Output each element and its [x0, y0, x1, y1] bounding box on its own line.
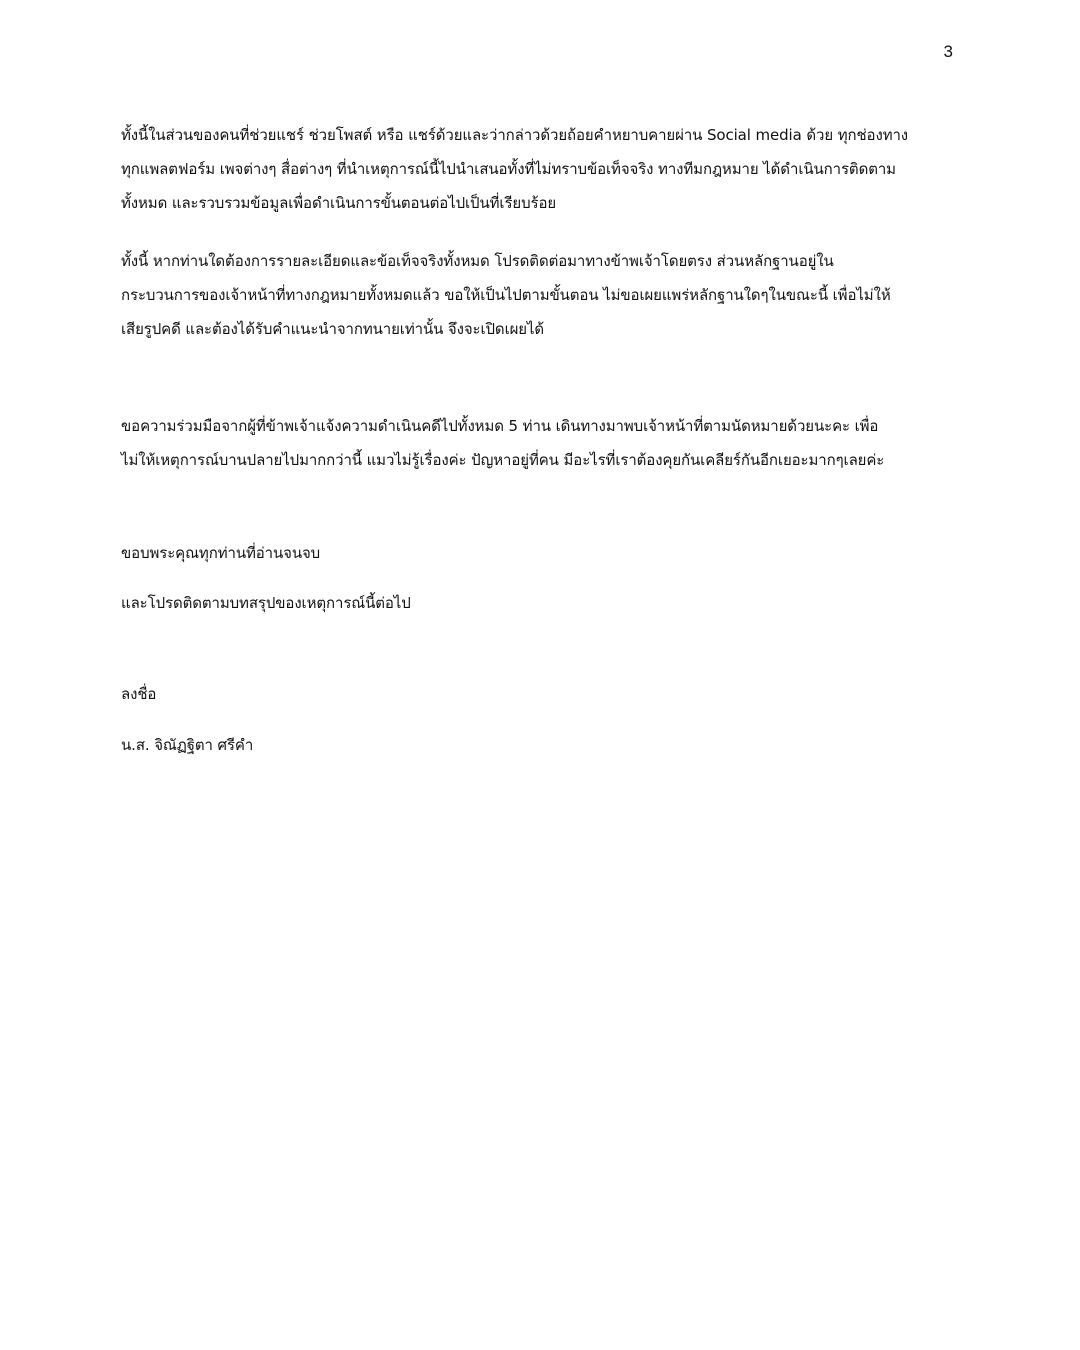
paragraph-line: ทั้งนี้ หากท่านใดต้องการรายละเอียดและข้อเท็จจริงทั้งหมด โปรดติดต่อมาทางข้าพเจ้าโดยตรง ส่วนหลักฐานอยู่ใน: [121, 252, 834, 270]
paragraph-line: ไม่ให้เหตุการณ์บานปลายไปมากกว่านี้ แมวไม่รู้เรื่องค่ะ ปัญหาอยู่ที่คน มีอะไรที่เราต้องคุยกันเคลียร์กันอีกเยอะมากๆเลยค่ะ: [121, 451, 885, 469]
paragraph-evidence-notice: [121, 244, 961, 346]
paragraph-line: เสียรูปคดี และต้องได้รับคำแนะนำจากทนายเท่านั้น จึงจะเปิดเผยได้: [121, 320, 545, 338]
paragraph-cooperation-request: [121, 409, 961, 477]
closing-thanks: ขอบพระคุณทุกท่านที่อ่านจนจบ: [121, 544, 321, 562]
paragraph-legal-followup: [121, 118, 961, 220]
paragraph-line: ขอความร่วมมือจากผู้ที่ข้าพเจ้าแจ้งความดำเนินคดีไปทั้งหมด 5 ท่าน เดินทางมาพบเจ้าหน้าที่ตามนัดหมายด้วยนะคะ เพื่อ: [121, 417, 879, 435]
paragraph-line: กระบวนการของเจ้าหน้าที่ทางกฎหมายทั้งหมดแล้ว ขอให้เป็นไปตามขั้นตอน ไม่ขอเผยแพร่หลักฐานใดๆในขณะนี้ เพื่อไม่ให้: [121, 286, 891, 304]
closing-follow: และโปรดติดตามบทสรุปของเหตุการณ์นี้ต่อไป: [121, 594, 411, 612]
paragraph-line: ทั้งหมด และรวบรวมข้อมูลเพื่อดำเนินการขั้นตอนต่อไปเป็นที่เรียบร้อย: [121, 194, 557, 212]
paragraph-line: ทุกแพลตฟอร์ม เพจต่างๆ สื่อต่างๆ ที่นำเหตุการณ์นี้ไปนำเสนอทั้งที่ไม่ทราบข้อเท็จจริง ทางทีมกฎหมาย ได้ดำเนินการติดตาม: [121, 160, 896, 178]
signature-label: ลงชื่อ: [121, 685, 157, 703]
paragraph-line: ทั้งนี้ในส่วนของคนที่ช่วยแชร์ ช่วยโพสต์ หรือ แชร์ด้วยและว่ากล่าวด้วยถ้อยคำหยาบคายผ่าน Social media ด้วย ทุกช่องทาง: [121, 126, 909, 144]
signature-name: น.ส. จิณัฏฐิตา ศรีคำ: [121, 736, 254, 754]
page-number: 3: [943, 42, 953, 61]
